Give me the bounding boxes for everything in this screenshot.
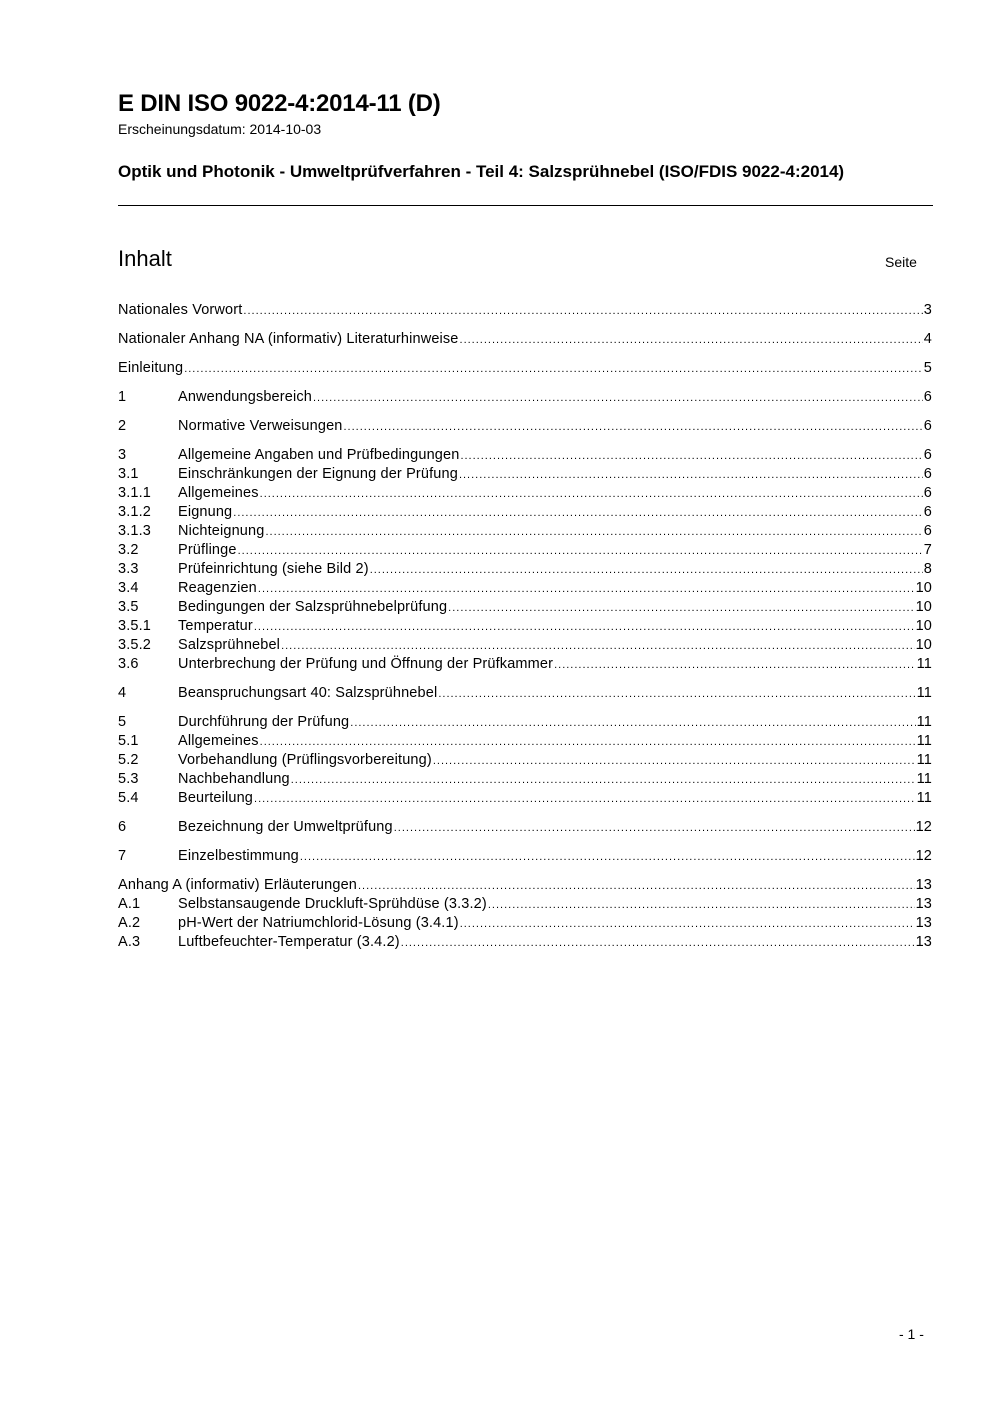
toc-entry-title: pH-Wert der Natriumchlorid-Lösung (3.4.1) [178,915,459,931]
toc-entry-title: Bedingungen der Salzsprühnebelprüfung [178,599,448,615]
toc-entry[interactable] [118,818,932,837]
toc-entry-title: Nationaler Anhang NA (informativ) Literaturhinweise [118,331,459,347]
publication-date: Erscheinungsdatum: 2014-10-03 [118,121,322,137]
toc-entry[interactable] [118,770,932,789]
page-number: - 1 - [899,1326,924,1342]
toc-dot-leader [460,331,923,350]
toc-entry[interactable] [118,359,932,378]
toc-entry-number: A.1 [118,896,141,912]
toc-entry[interactable] [118,789,932,808]
toc-entry-title: Allgemeines [178,485,259,501]
toc-dot-leader [438,685,915,704]
toc-entry-number: 3.4 [118,580,139,596]
toc-entry-page: 12 [915,819,932,835]
toc-entry-page: 6 [923,466,932,482]
toc-entry-title: Beanspruchungsart 40: Salzsprühnebel [178,685,438,701]
toc-dot-leader [281,637,915,656]
toc-entry-title: Bezeichnung der Umweltprüfung [178,819,393,835]
toc-dot-leader [459,466,923,485]
toc-entry-page: 10 [915,637,932,653]
toc-entry-number: 3.1.2 [118,504,151,520]
toc-entry-title: Vorbehandlung (Prüflingsvorbereitung) [178,752,432,768]
document-id: E DIN ISO 9022-4:2014-11 (D) [118,90,441,117]
toc-entry-page: 11 [916,685,932,701]
toc-dot-leader [460,915,915,934]
toc-entry-title: Reagenzien [178,580,257,596]
toc-dot-leader [243,302,922,321]
toc-entry[interactable] [118,684,932,703]
toc-entry[interactable] [118,579,932,598]
toc-entry[interactable] [118,876,932,895]
toc-entry-page: 11 [916,656,932,672]
toc-dot-leader [260,733,916,752]
toc-entry[interactable] [118,446,932,465]
toc-entry[interactable] [118,636,932,655]
toc-entry-number: 3.1 [118,466,139,482]
toc-entry-number: A.3 [118,934,141,950]
toc-entry-number: 4 [118,685,127,701]
toc-entry-number: 5.3 [118,771,139,787]
toc-dot-leader [448,599,914,618]
toc-dot-leader [401,934,915,953]
toc-entry-title: Prüfeinrichtung (siehe Bild 2) [178,561,369,577]
toc-entry-title: Einleitung [118,360,184,376]
toc-entry-title: Eignung [178,504,233,520]
toc-entry-number: 3.6 [118,656,139,672]
toc-entry-number: 5 [118,714,127,730]
toc-entry-page: 5 [923,360,932,376]
toc-entry-page: 6 [923,485,932,501]
toc-entry-title: Nationales Vorwort [118,302,243,318]
toc-dot-leader [260,485,923,504]
toc-entry-number: 5.1 [118,733,139,749]
toc-entry-page: 11 [916,790,932,806]
toc-dot-leader [554,656,916,675]
toc-entry-title: Allgemeines [178,733,259,749]
table-of-contents [118,301,932,952]
toc-dot-leader [265,523,922,542]
toc-entry-page: 11 [916,752,932,768]
toc-entry-page: 13 [915,915,932,931]
toc-dot-leader [460,447,922,466]
toc-entry-number: 3.5.1 [118,618,151,634]
toc-entry-page: 8 [923,561,932,577]
toc-entry[interactable] [118,914,932,933]
toc-entry-title: Luftbefeuchter-Temperatur (3.4.2) [178,934,400,950]
toc-entry-page: 13 [915,877,932,893]
toc-entry[interactable] [118,330,932,349]
toc-entry-page: 6 [923,418,932,434]
toc-entry-page: 6 [923,523,932,539]
toc-entry-page: 10 [915,618,932,634]
toc-entry-number: 3 [118,447,127,463]
toc-entry-page: 13 [915,896,932,912]
toc-dot-leader [238,542,923,561]
toc-entry-page: 11 [916,714,932,730]
toc-entry-page: 11 [916,771,932,787]
toc-entry[interactable] [118,522,932,541]
toc-dot-leader [254,618,915,637]
toc-entry-page: 12 [915,848,932,864]
toc-entry[interactable] [118,847,932,866]
toc-entry-number: 5.4 [118,790,139,806]
toc-entry-number: 2 [118,418,127,434]
toc-entry-title: Salzsprühnebel [178,637,281,653]
toc-entry-title: Anwendungsbereich [178,389,312,405]
toc-entry-title: Nachbehandlung [178,771,290,787]
toc-entry-title: Einzelbestimmung [178,848,299,864]
toc-entry[interactable] [118,503,932,522]
toc-entry-title: Prüflinge [178,542,237,558]
toc-entry-page: 6 [923,389,932,405]
toc-entry-title: Unterbrechung der Prüfung und Öffnung der Prüfkammer [178,656,554,672]
toc-entry[interactable] [118,484,932,503]
toc-dot-leader [358,877,915,896]
toc-entry[interactable] [118,541,932,560]
toc-entry-number: 3.3 [118,561,139,577]
toc-entry-title: Allgemeine Angaben und Prüfbedingungen [178,447,460,463]
toc-entry[interactable] [118,655,932,674]
toc-entry-title: Temperatur [178,618,253,634]
toc-entry[interactable] [118,895,932,914]
toc-dot-leader [350,714,915,733]
title-divider [118,205,933,206]
toc-dot-leader [313,389,923,408]
toc-entry-page: 13 [915,934,932,950]
toc-entry-title: Selbstansaugende Druckluft-Sprühdüse (3.3.2) [178,896,487,912]
toc-dot-leader [254,790,916,809]
toc-entry-page: 11 [916,733,932,749]
toc-entry-title: Nichteignung [178,523,265,539]
toc-entry-number: 3.1.1 [118,485,151,501]
toc-entry-title: Normative Verweisungen [178,418,343,434]
toc-entry[interactable] [118,388,932,407]
toc-entry[interactable] [118,560,932,579]
toc-entry[interactable] [118,732,932,751]
toc-dot-leader [258,580,915,599]
toc-entry-number: 6 [118,819,127,835]
toc-entry-number: 3.5.2 [118,637,151,653]
document-title: Optik und Photonik - Umweltprüfverfahren - Teil 4: Salzsprühnebel (ISO/FDIS 9022-4:2014) [118,162,845,181]
toc-entry-title: Einschränkungen der Eignung der Prüfung [178,466,458,482]
toc-page-column-label: Seite [885,254,917,270]
toc-entry-page: 6 [923,447,932,463]
toc-entry-page: 4 [923,331,932,347]
toc-dot-leader [370,561,923,580]
toc-entry[interactable] [118,933,932,952]
toc-dot-leader [433,752,916,771]
toc-entry-title: Durchführung der Prüfung [178,714,350,730]
toc-entry[interactable] [118,713,932,732]
toc-entry-number: A.2 [118,915,141,931]
toc-entry-number: 1 [118,389,127,405]
toc-entry-number: 7 [118,848,127,864]
toc-entry-number: 5.2 [118,752,139,768]
toc-entry[interactable] [118,417,932,436]
toc-heading: Inhalt [118,246,172,271]
toc-entry[interactable] [118,465,932,484]
toc-entry-page: 10 [915,599,932,615]
toc-entry-number: 3.1.3 [118,523,151,539]
toc-dot-leader [233,504,923,523]
toc-entry-title: Anhang A (informativ) Erläuterungen [118,877,357,893]
toc-dot-leader [291,771,916,790]
toc-dot-leader [184,360,923,379]
toc-entry-page: 10 [915,580,932,596]
toc-entry-number: 3.5 [118,599,139,615]
toc-dot-leader [488,896,915,915]
toc-entry[interactable] [118,617,932,636]
toc-dot-leader [300,848,915,867]
toc-dot-leader [394,819,915,838]
toc-entry-number: 3.2 [118,542,139,558]
toc-entry[interactable] [118,598,932,617]
toc-entry[interactable] [118,301,932,320]
toc-entry-page: 3 [923,302,932,318]
toc-entry-page: 7 [923,542,932,558]
toc-entry-title: Beurteilung [178,790,254,806]
toc-entry-page: 6 [923,504,932,520]
toc-dot-leader [344,418,923,437]
toc-entry[interactable] [118,751,932,770]
